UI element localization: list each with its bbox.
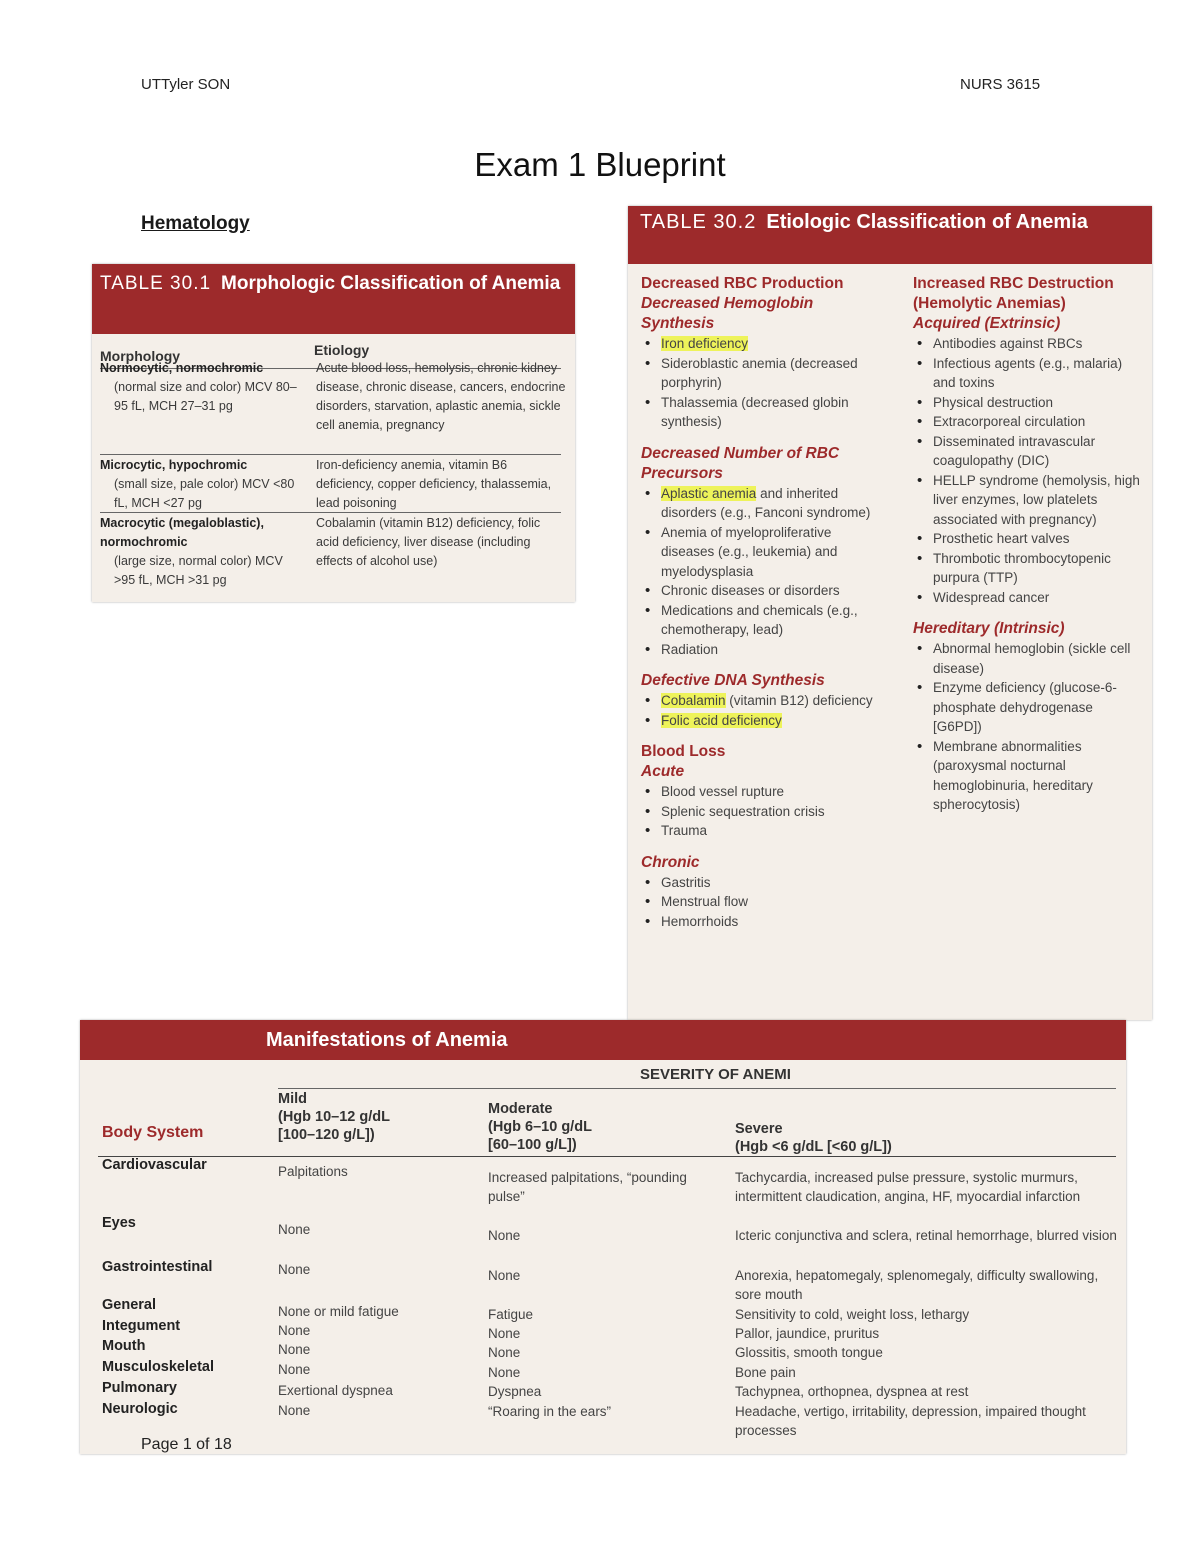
table-30-1-image	[92, 264, 575, 602]
table-number: TABLE 30.1	[100, 273, 212, 294]
etiology-right-column	[913, 274, 1141, 827]
moderate-value: None	[488, 1228, 521, 1243]
header-line: [100–120 g/L])	[278, 1127, 375, 1143]
list-item: • Thalassemia (decreased globin synthesis)	[641, 393, 879, 432]
header-line: (Hgb 6–10 g/dL	[488, 1119, 592, 1135]
morphology-name: Microcytic, hypochromic	[100, 458, 248, 472]
body-system: Integument	[102, 1318, 181, 1334]
highlighted-text: Iron deficiency	[661, 336, 749, 351]
body-system: Mouth	[102, 1338, 146, 1354]
list-item: • Splenic sequestration crisis	[641, 802, 879, 822]
table-title: Etiologic Classification of Anemia	[766, 211, 1088, 233]
mild-value: None	[278, 1342, 311, 1357]
list-item	[641, 691, 879, 711]
severe-value: Tachycardia, increased pulse pressure, systolic murmurs, intermittent claudication, angina, HF, myocardial infarction	[735, 1170, 1081, 1204]
table-30-3-image	[80, 1020, 1126, 1454]
severity-label: SEVERITY OF ANEMI	[640, 1066, 791, 1083]
body-system: Gastrointestinal	[102, 1259, 213, 1275]
list-item: • Enzyme deficiency (glucose-6-phosphate dehydrogenase [G6PD])	[913, 678, 1141, 737]
moderate-value: “Roaring in the ears”	[488, 1404, 612, 1419]
severe-value: Bone pain	[735, 1365, 796, 1380]
subheading: Decreased Number of RBC Precursors	[641, 444, 840, 482]
list-item: • Extracorporeal circulation	[913, 412, 1141, 432]
list-item: • Blood vessel rupture	[641, 782, 879, 802]
column-header-moderate	[488, 1100, 592, 1154]
severe-value: Sensitivity to cold, weight loss, lethargy	[735, 1307, 970, 1322]
table-30-3-banner	[80, 1020, 1126, 1060]
list-item: • Prosthetic heart valves	[913, 529, 1141, 549]
column-header-etiology: Etiology	[314, 342, 370, 358]
header-left-label: UTTyler SON	[141, 76, 231, 93]
header-line: [60–100 g/L])	[488, 1137, 577, 1153]
list-item: • Anemia of myeloproliferative diseases (e.g., leukemia) and myelodysplasia	[641, 523, 879, 582]
morphology-name: Macrocytic (megaloblastic), normochromic	[100, 516, 264, 549]
table-title: Morphologic Classification of Anemia	[221, 273, 561, 294]
table-30-2-image	[628, 206, 1152, 1020]
header-line: Severe	[735, 1121, 783, 1137]
list-item: • Abnormal hemoglobin (sickle cell disease)	[913, 639, 1141, 678]
highlighted-text: Folic acid deficiency	[661, 712, 782, 728]
list-item: • Thrombotic thrombocytopenic purpura (TTP)	[913, 549, 1141, 588]
list-item: • Chronic diseases or disorders	[641, 581, 879, 601]
list-item	[641, 334, 879, 354]
severity-rule	[278, 1088, 1116, 1089]
column-header-mild	[278, 1090, 390, 1144]
subheading: Hereditary (Intrinsic)	[913, 620, 1065, 637]
column-header-system: Body System	[102, 1124, 204, 1141]
column-header-morphology: Morphology	[100, 348, 181, 364]
list-item: • Menstrual flow	[641, 892, 879, 912]
mild-value: None	[278, 1403, 311, 1418]
subheading: Defective DNA Synthesis	[641, 672, 825, 689]
body-system: Eyes	[102, 1215, 136, 1231]
list-item	[641, 711, 879, 731]
severe-value: Pallor, jaundice, pruritus	[735, 1326, 880, 1341]
mild-value: Palpitations	[278, 1164, 348, 1179]
list-item: • HELLP syndrome (hemolysis, high liver enzymes, low platelets associated with pregnancy)	[913, 471, 1141, 530]
etiology-text: Iron-deficiency anemia, vitamin B6 deficiency, copper deficiency, thalassemia, lead poisoning	[316, 458, 552, 510]
header-rule	[98, 1156, 1116, 1157]
moderate-value: Dyspnea	[488, 1384, 542, 1399]
moderate-value: None	[488, 1326, 521, 1341]
section-heading: Hematology	[141, 213, 250, 234]
severe-value: Tachypnea, orthopnea, dyspnea at rest	[735, 1384, 969, 1399]
row-rule	[100, 512, 561, 513]
body-system: Cardiovascular	[102, 1157, 207, 1173]
header-line: Mild	[278, 1091, 307, 1107]
highlighted-text: Aplastic anemia	[661, 485, 757, 501]
moderate-value: Fatigue	[488, 1307, 534, 1322]
list-item: • Trauma	[641, 821, 879, 841]
list-item: • Widespread cancer	[913, 588, 1141, 608]
mild-value: None	[278, 1262, 311, 1277]
morphology-detail: (small size, pale color) MCV <80 fL, MCH <27 pg	[114, 477, 295, 510]
moderate-value: None	[488, 1345, 521, 1360]
etiology-left-column	[641, 274, 879, 943]
subheading: Acquired (Extrinsic)	[913, 315, 1061, 332]
document-title: Exam 1 Blueprint	[474, 146, 726, 183]
mild-value: None	[278, 1222, 311, 1237]
subheading: Increased RBC Destruction (Hemolytic Anemias)	[913, 275, 1114, 312]
list-item-text: and inherited disorders (e.g., Fanconi syndrome)	[661, 485, 871, 520]
list-item: • Radiation	[641, 640, 879, 660]
row-rule	[100, 454, 561, 455]
list-item: • Medications and chemicals (e.g., chemotherapy, lead)	[641, 601, 879, 640]
moderate-value: Increased palpitations, “pounding pulse”	[488, 1170, 687, 1204]
list-item: • Physical destruction	[913, 393, 1141, 413]
column-header-severe	[735, 1120, 892, 1156]
list-item: • Hemorrhoids	[641, 912, 879, 932]
morphology-detail: (large size, normal color) MCV >95 fL, MCH >31 pg	[114, 554, 283, 587]
moderate-value: None	[488, 1268, 521, 1283]
header-line: Moderate	[488, 1101, 553, 1117]
subheading: Blood Loss	[641, 743, 726, 760]
table-number: TABLE 30.2	[640, 211, 757, 233]
subheading: Decreased RBC Production	[641, 275, 844, 292]
list-item: • Infectious agents (e.g., malaria) and toxins	[913, 354, 1141, 393]
highlighted-text: Cobalamin	[661, 693, 726, 708]
header-course-label: NURS 3615	[960, 76, 1041, 93]
mild-value: None	[278, 1362, 311, 1377]
body-system: Musculoskeletal	[102, 1359, 215, 1375]
etiology-text: Cobalamin (vitamin B12) deficiency, folic acid deficiency, liver disease (including effects of alcohol use)	[316, 516, 541, 568]
header-line: (Hgb 10–12 g/dL	[278, 1109, 390, 1125]
list-item: • Sideroblastic anemia (decreased porphyrin)	[641, 354, 879, 393]
mild-value: None	[278, 1323, 311, 1338]
table-30-2-banner	[628, 206, 1152, 264]
table-title: Manifestations of Anemia	[266, 1029, 508, 1051]
table-row	[100, 359, 565, 455]
morphology-name: Normocytic, normochromic	[100, 361, 264, 375]
subheading: Chronic	[641, 853, 700, 871]
severe-value: Glossitis, smooth tongue	[735, 1345, 883, 1360]
subheading: Acute	[641, 763, 685, 780]
severe-value: Anorexia, hepatomegaly, splenomegaly, difficulty swallowing, sore mouth	[735, 1268, 1099, 1302]
moderate-value: None	[488, 1365, 521, 1380]
page-number: Page 1 of 18	[141, 1436, 232, 1453]
mild-value: None or mild fatigue	[278, 1304, 399, 1319]
list-item: • Membrane abnormalities (paroxysmal nocturnal hemoglobinuria, hereditary spherocytosis)	[913, 737, 1141, 815]
table-30-1-banner	[92, 264, 575, 334]
list-item-text: (vitamin B12) deficiency	[725, 693, 873, 708]
severe-value: Icteric conjunctiva and sclera, retinal hemorrhage, blurred vision	[735, 1228, 1117, 1243]
severe-value: Headache, vertigo, irritability, depression, impaired thought processes	[735, 1404, 1086, 1438]
etiology-text: Acute blood loss, hemolysis, chronic kidney disease, chronic disease, cancers, endocrine disorders, starvation, aplastic anemia, sickle cell anemia, pregnancy	[316, 361, 566, 432]
list-item: • Disseminated intravascular coagulopathy (DIC)	[913, 432, 1141, 471]
header-line: (Hgb <6 g/dL [<60 g/L])	[735, 1139, 892, 1155]
body-system: Pulmonary	[102, 1380, 177, 1396]
body-system: Neurologic	[102, 1401, 178, 1417]
list-item: • Antibodies against RBCs	[913, 334, 1141, 354]
morphology-detail: (normal size and color) MCV 80–95 fL, MCH 27–31 pg	[114, 380, 297, 413]
list-item: • Gastritis	[641, 873, 879, 893]
subheading: Decreased Hemoglobin Synthesis	[641, 295, 814, 332]
body-system: General	[102, 1297, 156, 1313]
list-item	[641, 484, 879, 523]
mild-value: Exertional dyspnea	[278, 1383, 393, 1398]
